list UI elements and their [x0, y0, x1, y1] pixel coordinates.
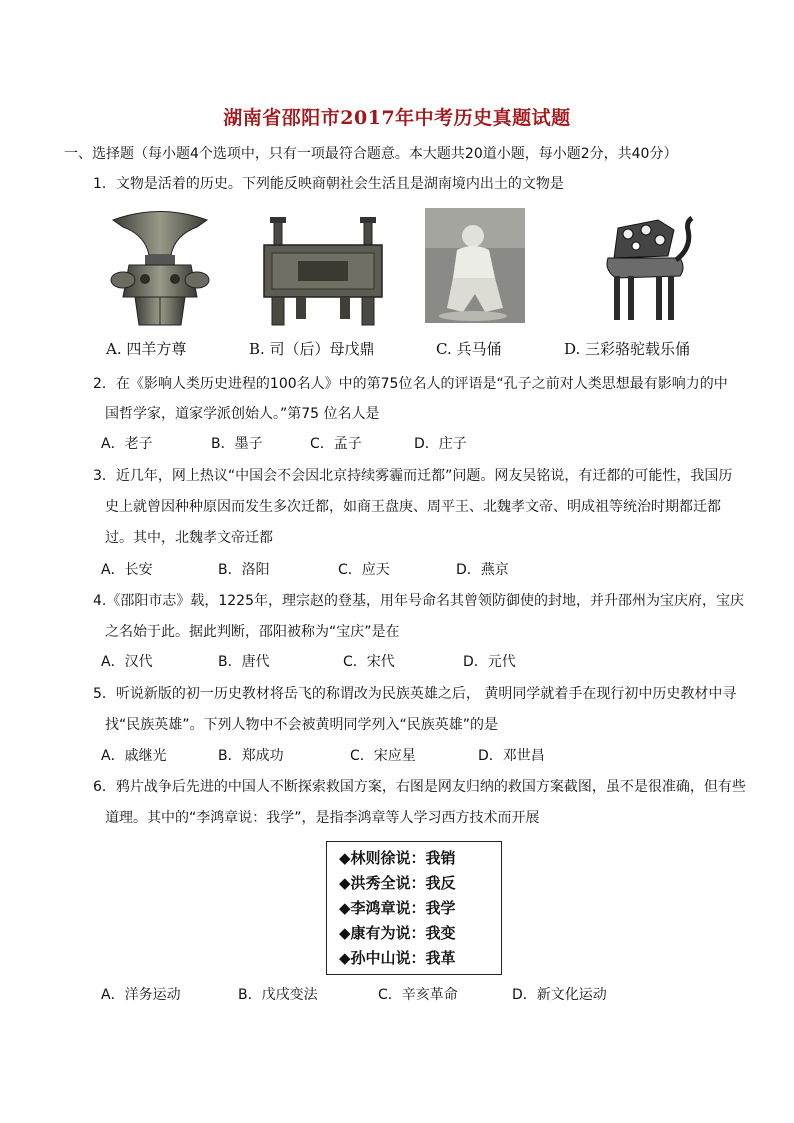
q6-box-line: ◆洪秀全说：我反 — [339, 874, 456, 892]
q6-quote-box — [326, 841, 502, 975]
q1-caption-b: B. 司（后）母戊鼎 — [249, 340, 375, 358]
q6-option-a: A．洋务运动 — [101, 987, 181, 1003]
q5-option-b: B．郑成功 — [218, 748, 284, 764]
q1-stem: 1．文物是活着的历史。下列能反映商朝社会生活且是湖南境内出土的文物是 — [93, 176, 564, 192]
q6-box-line: ◆李鸿章说：我学 — [339, 899, 456, 917]
q1-caption-a: A. 四羊方尊 — [106, 340, 187, 358]
q3-line1: 3．近几年，网上热议“中国会不会因北京持续雾霾而迁都”问题。网友吴铭说，有迁都的可能性，我国历 — [93, 468, 733, 484]
q4-option-b: B．唐代 — [218, 654, 270, 670]
q5-line2: 找“民族英雄”。下列人物中不会被黄明同学列入“民族英雄”的是 — [105, 717, 499, 733]
q4-line2: 之名始于此。据此判断，邵阳被称为“宝庆”是在 — [105, 624, 400, 640]
q4-option-c: C．宋代 — [343, 654, 395, 670]
q2-option-b: B．墨子 — [211, 436, 263, 452]
q5-option-d: D．邓世昌 — [478, 748, 545, 764]
section-heading: 一、选择题（每小题4个选项中，只有一项最符合题意。本大题共20道小题，每小题2分，共40分） — [64, 146, 678, 162]
q6-box-line: ◆林则徐说：我销 — [339, 849, 456, 867]
q3-option-a: A．长安 — [101, 562, 153, 578]
q5-option-c: C．宋应星 — [350, 748, 416, 764]
q2-option-d: D．庄子 — [414, 436, 467, 452]
q3-option-c: C．应天 — [338, 562, 390, 578]
q6-box-line: ◆康有为说：我变 — [339, 924, 456, 942]
q6-option-d: D．新文化运动 — [512, 987, 607, 1003]
artifact-image-b — [258, 205, 388, 330]
q5-line1: 5．听说新版的初一历史教材将岳飞的称谓改为民族英雄之后， 黄明同学就着手在现行初中历史教材中寻 — [93, 686, 737, 702]
q3-option-b: B．洛阳 — [218, 562, 270, 578]
q6-option-b: B．戊戌变法 — [238, 987, 318, 1003]
artifact-image-d — [588, 208, 700, 328]
artifact-image-a — [105, 205, 215, 330]
q6-line2: 道理。其中的“李鸿章说：我学”，是指李鸿章等人学习西方技术而开展 — [105, 810, 540, 826]
q6-line1: 6．鸦片战争后先进的中国人不断探索救国方案，右图是网友归纳的救国方案截图，虽不是很准确，但有些 — [93, 779, 746, 795]
q3-line3: 过。其中，北魏孝文帝迁都 — [105, 530, 273, 546]
q4-option-a: A．汉代 — [101, 654, 153, 670]
q2-option-c: C．孟子 — [310, 436, 362, 452]
q4-line1: 4.《邵阳市志》载，1225年，理宗赵的登基，用年号命名其曾领防御使的封地，并升邵州为宝庆府，宝庆 — [93, 593, 744, 609]
page-title: 湖南省邵阳市2017年中考历史真题试题 — [223, 107, 571, 129]
q2-line2: 国哲学家，道家学派创始人。”第75 位名人是 — [105, 406, 380, 422]
q6-box-line: ◆孙中山说：我革 — [339, 949, 456, 967]
q1-caption-d: D. 三彩骆驼载乐俑 — [564, 340, 691, 358]
q5-option-a: A．戚继光 — [101, 748, 167, 764]
artifact-image-c — [425, 208, 525, 323]
q1-caption-c: C. 兵马俑 — [436, 340, 502, 358]
q3-line2: 史上就曾因种种原因而发生多次迁都，如商王盘庚、周平王、北魏孝文帝、明成祖等统治时期都迁都 — [105, 499, 721, 515]
q6-option-c: C．辛亥革命 — [378, 987, 458, 1003]
q2-line1: 2．在《影响人类历史进程的100名人》中的第75位名人的评语是“孔子之前对人类思想最有影响力的中 — [93, 376, 728, 392]
q3-option-d: D．燕京 — [456, 562, 509, 578]
q4-option-d: D．元代 — [463, 654, 516, 670]
q2-option-a: A．老子 — [101, 436, 153, 452]
